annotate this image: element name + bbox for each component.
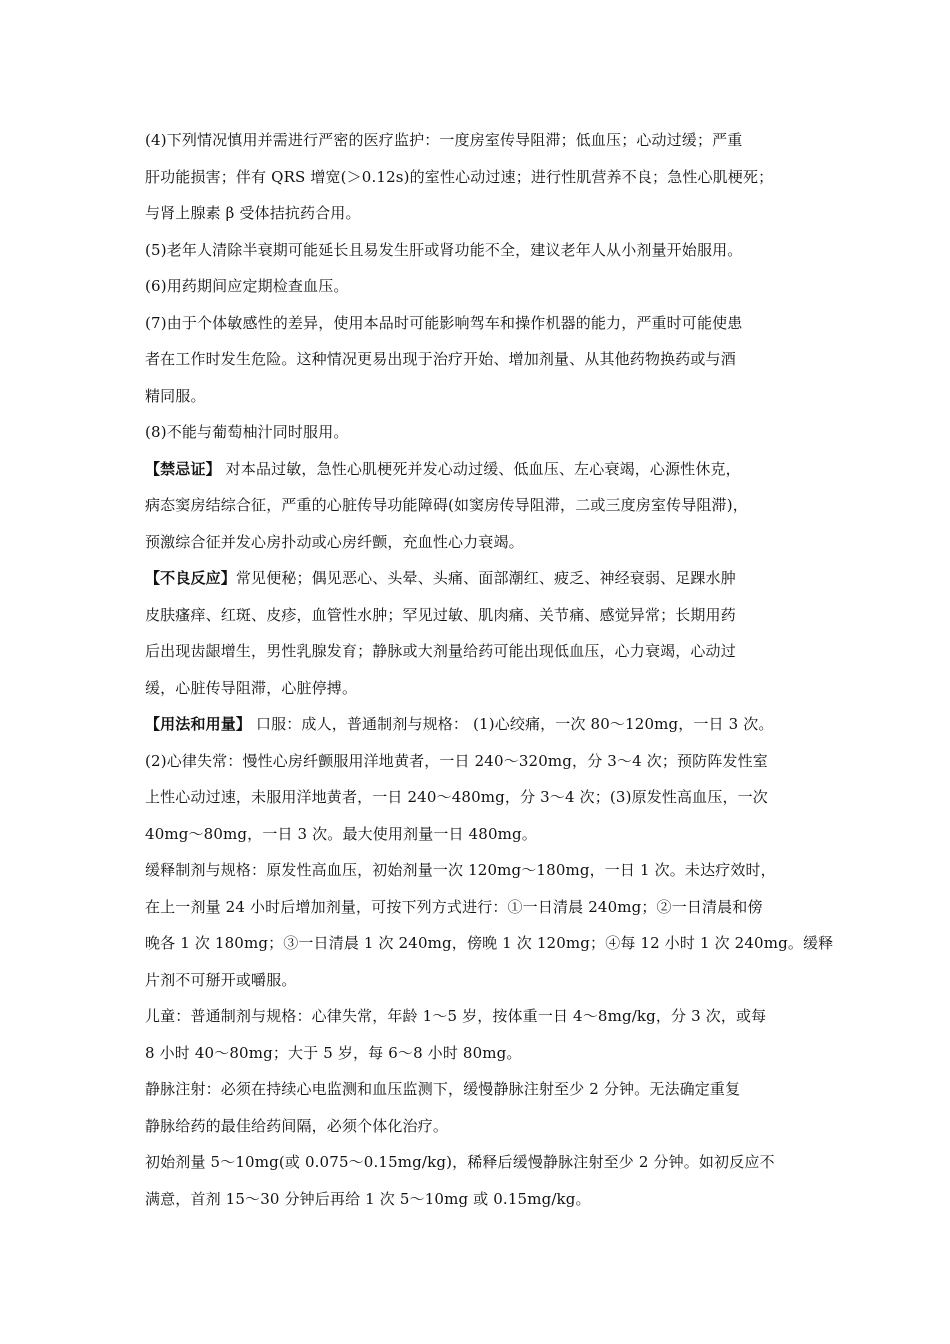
line-text: (7)由于个体敏感性的差异，使用本品时可能影响驾车和操作机器的能力，严重时可能使患 xyxy=(145,313,743,332)
line-text: 缓，心脏传导阻滞，心脏停搏。 xyxy=(145,678,358,697)
text-line xyxy=(145,341,815,378)
section-heading: 【用法和用量】 xyxy=(145,715,252,733)
line-text: 儿童：普通制剂与规格：心律失常，年龄 1～5 岁，按体重一日 4～8mg/kg，分 3 次，或每 xyxy=(145,1007,767,1025)
text-line xyxy=(145,305,815,342)
text-line xyxy=(145,195,815,232)
line-text: 40mg～80mg，一日 3 次。最大使用剂量一日 480mg。 xyxy=(145,824,537,843)
text-line xyxy=(145,743,815,780)
text-line xyxy=(145,706,815,743)
text-line xyxy=(145,670,815,707)
text-line xyxy=(145,816,815,853)
text-line xyxy=(145,889,815,926)
line-text: 缓释制剂与规格：原发性高血压，初始剂量一次 120mg～180mg，一日 1 次。未达疗效时， xyxy=(145,861,776,879)
text-line xyxy=(145,378,815,415)
line-text: 病态窦房结综合征，严重的心脏传导功能障碍(如窦房传导阻滞，二或三度房室传导阻滞)， xyxy=(145,496,748,514)
line-text: 初始剂量 5～10mg(或 0.075～0.15mg/kg)，稀释后缓慢静脉注射至少 2 分钟。如初反应不 xyxy=(145,1153,775,1171)
text-line xyxy=(145,962,815,999)
section-heading: 【不良反应】 xyxy=(145,569,236,587)
line-text: 口服：成人，普通制剂与规格： (1)心绞痛，一次 80～120mg，一日 3 次。 xyxy=(251,715,774,733)
line-text: 晚各 1 次 180mg；③一日清晨 1 次 240mg，傍晚 1 次 120mg；④每 12 小时 1 次 240mg。缓释 xyxy=(145,934,834,952)
line-text: 预激综合征并发心房扑动或心房纤颤，充血性心力衰竭。 xyxy=(145,532,524,551)
text-line xyxy=(145,925,834,962)
text-line xyxy=(145,1071,815,1108)
line-text: 后出现齿龈增生，男性乳腺发育；静脉或大剂量给药可能出现低血压，心力衰竭，心动过 xyxy=(145,642,736,660)
text-line xyxy=(145,487,815,524)
text-line xyxy=(145,560,815,597)
text-line xyxy=(145,1144,815,1181)
text-line xyxy=(145,1108,815,1145)
text-line xyxy=(145,268,815,305)
line-text: 片剂不可掰开或嚼服。 xyxy=(145,970,297,989)
text-line xyxy=(145,852,815,889)
text-line xyxy=(145,414,815,451)
line-text: 常见便秘；偶见恶心、头晕、头痛、面部潮红、疲乏、神经衰弱、足踝水肿 xyxy=(235,569,736,587)
line-text: (6)用药期间应定期检查血压。 xyxy=(145,277,349,295)
line-text: 在上一剂量 24 小时后增加剂量，可按下列方式进行：①一日清晨 240mg；②一日清晨和傍 xyxy=(145,897,763,916)
text-line xyxy=(145,232,815,269)
section-heading: 【禁忌证】 xyxy=(145,459,221,478)
text-line xyxy=(145,122,815,159)
line-text: 对本品过敏，急性心肌梗死并发心动过缓、低血压、左心衰竭，心源性休克， xyxy=(220,459,741,478)
document-body xyxy=(145,122,834,1217)
line-text: 者在工作时发生危险。这种情况更易出现于治疗开始、增加剂量、从其他药物换药或与酒 xyxy=(145,350,736,368)
text-line xyxy=(145,159,815,196)
line-text: 上性心动过速，未服用洋地黄者，一日 240～480mg，分 3～4 次；(3)原发性高血压，一次 xyxy=(145,788,768,806)
line-text: 静脉给药的最佳给药间隔，必须个体化治疗。 xyxy=(145,1116,449,1135)
line-text: 满意，首剂 15～30 分钟后再给 1 次 5～10mg 或 0.15mg/kg。 xyxy=(145,1189,591,1208)
text-line xyxy=(145,1181,815,1218)
text-line xyxy=(145,633,815,670)
line-text: (5)老年人清除半衰期可能延长且易发生肝或肾功能不全，建议老年人从小剂量开始服用。 xyxy=(145,240,743,259)
line-text: 8 小时 40～80mg；大于 5 岁，每 6～8 小时 80mg。 xyxy=(145,1043,522,1062)
text-line xyxy=(145,524,815,561)
line-text: (4)下列情况慎用并需进行严密的医疗监护：一度房室传导阻滞；低血压；心动过缓；严重 xyxy=(145,131,743,149)
line-text: 肝功能损害；伴有 QRS 增宽(＞0.12s)的室性心动过速；进行性肌营养不良；急性心肌梗死； xyxy=(145,167,774,186)
text-line xyxy=(145,998,815,1035)
text-line xyxy=(145,451,815,488)
text-line xyxy=(145,779,815,816)
text-line xyxy=(145,1035,815,1072)
line-text: 精同服。 xyxy=(145,386,206,405)
line-text: 皮肤瘙痒、红斑、皮疹，血管性水肿；罕见过敏、肌肉痛、关节痛、感觉异常；长期用药 xyxy=(145,605,736,624)
text-line xyxy=(145,597,815,634)
line-text: 与肾上腺素 β 受体拮抗药合用。 xyxy=(145,204,361,222)
line-text: 静脉注射：必须在持续心电监测和血压监测下，缓慢静脉注射至少 2 分钟。无法确定重复 xyxy=(145,1080,741,1098)
line-text: (2)心律失常：慢性心房纤颤服用洋地黄者，一日 240～320mg，分 3～4 次；预防阵发性室 xyxy=(145,751,768,770)
line-text: (8)不能与葡萄柚汁同时服用。 xyxy=(145,423,349,441)
